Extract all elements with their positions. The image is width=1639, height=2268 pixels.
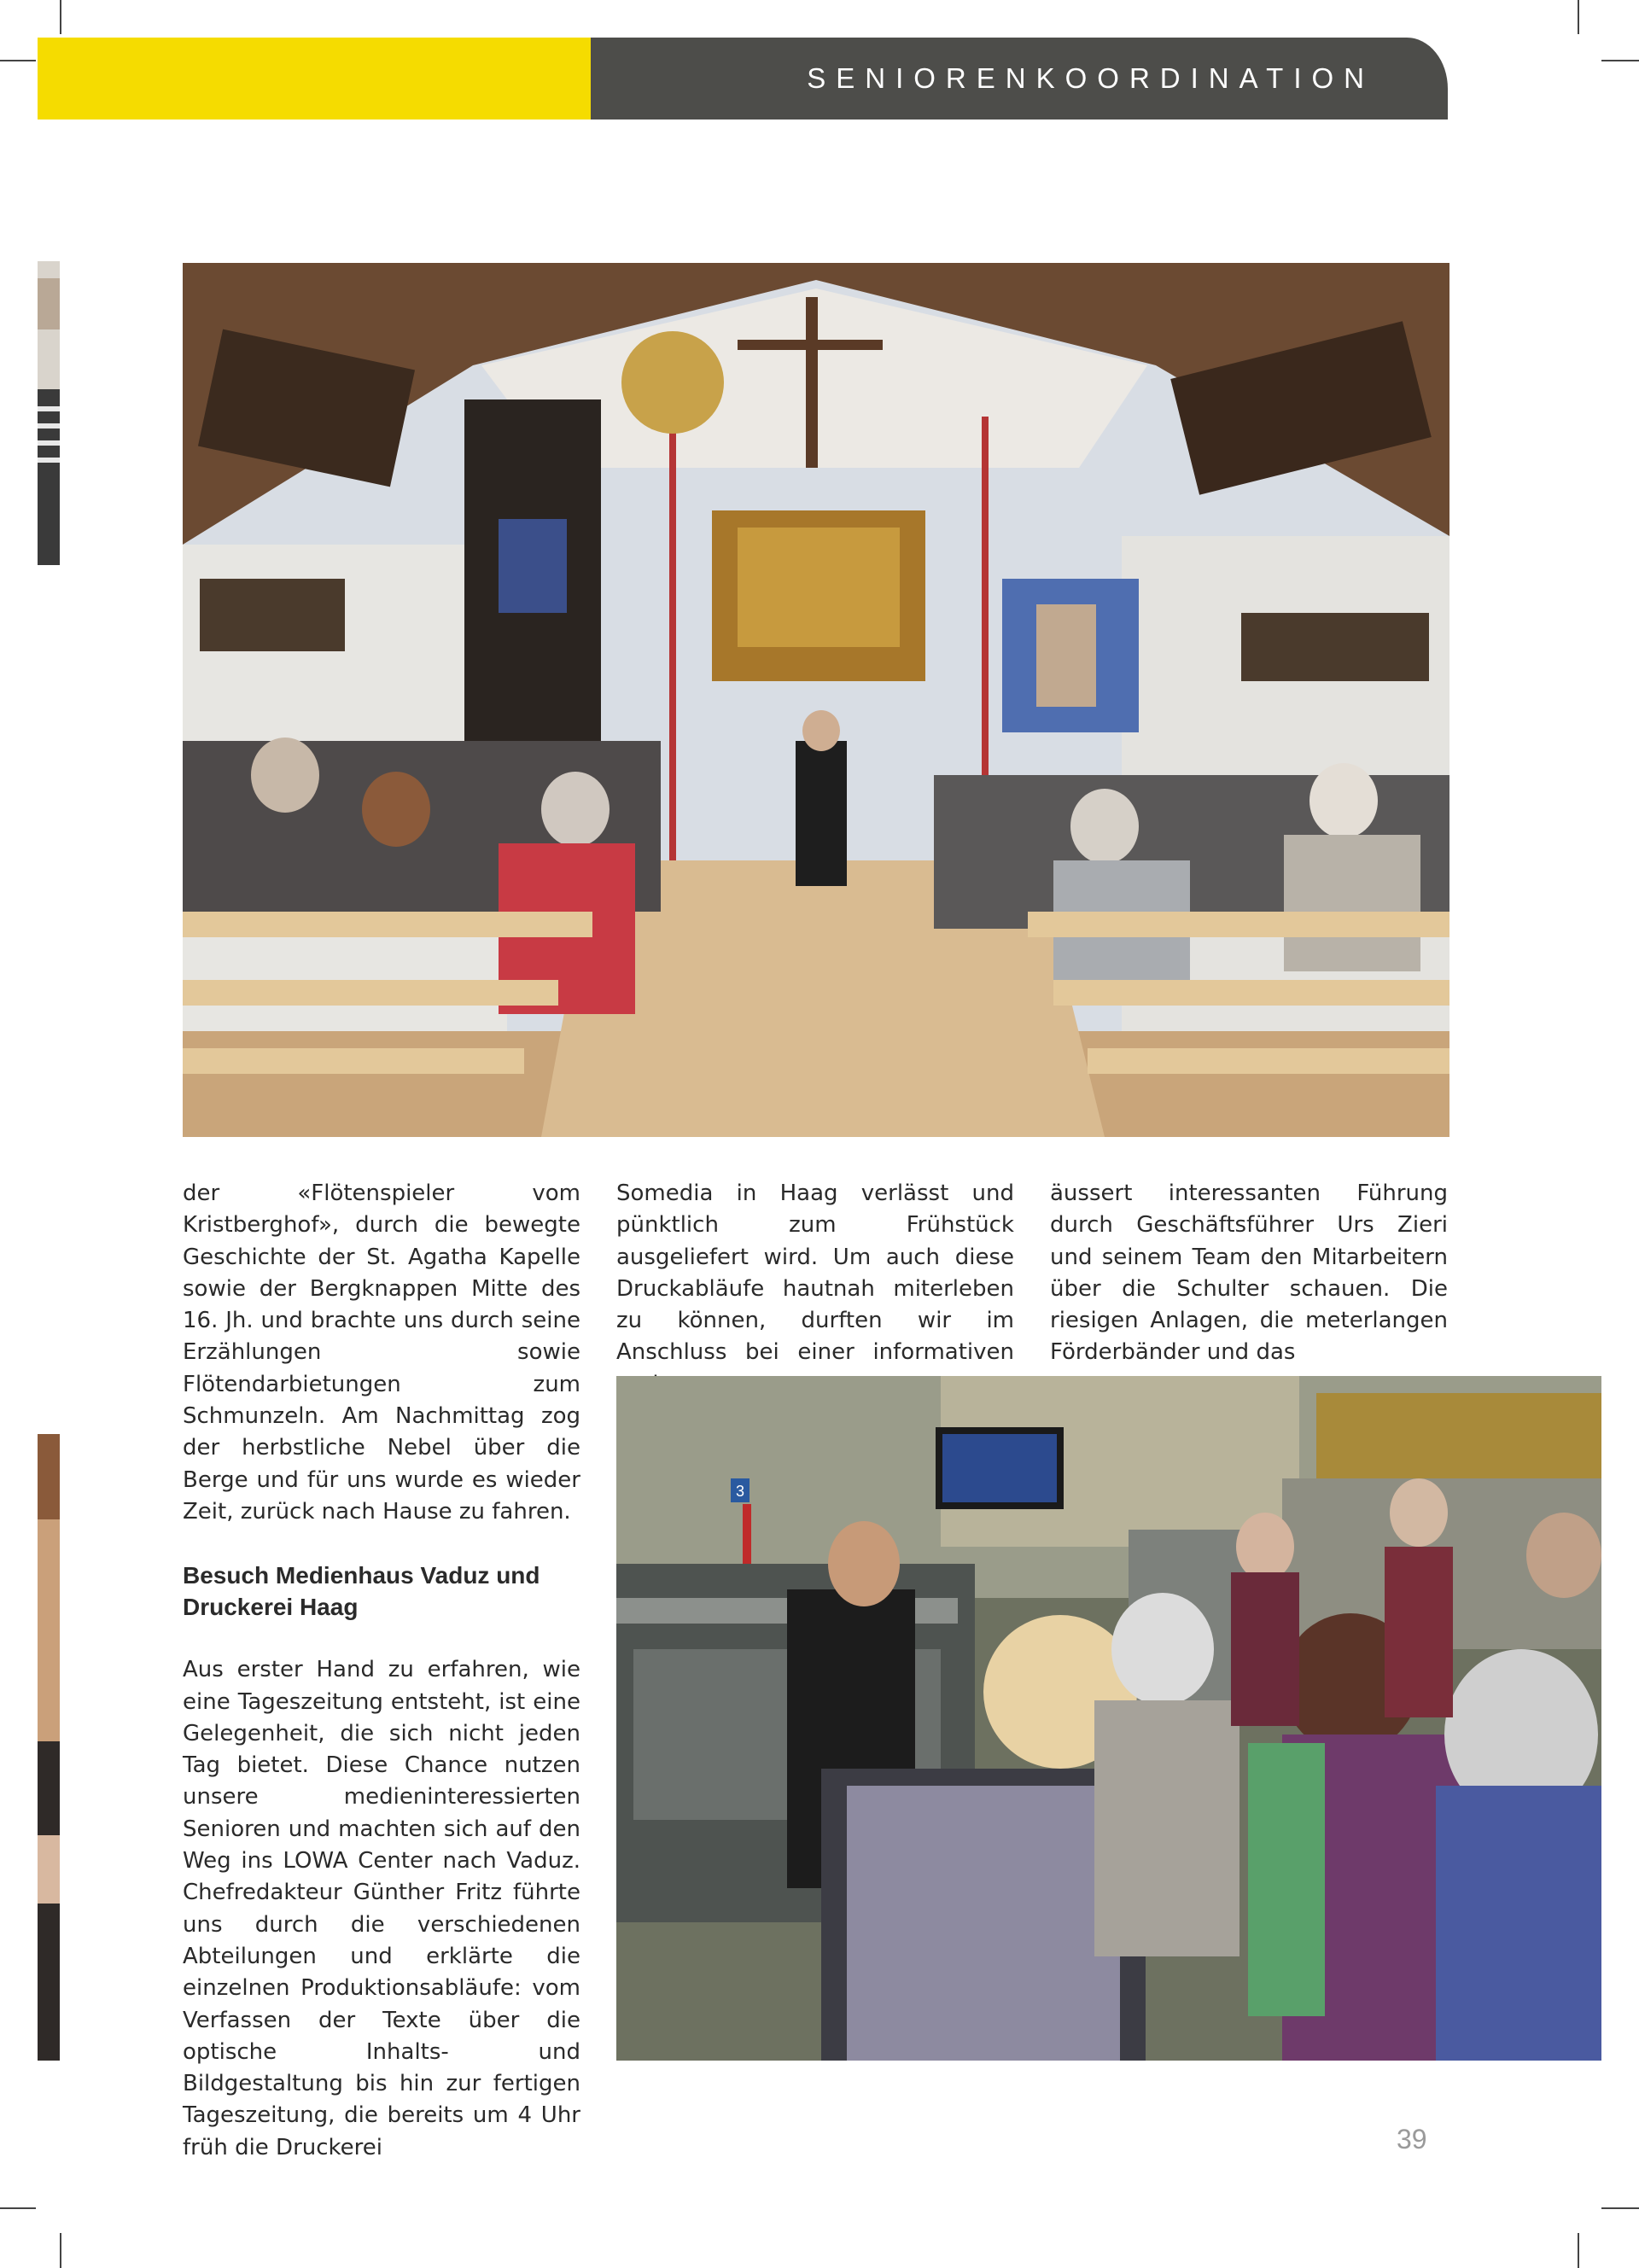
subheading-line: Druckerei Haag bbox=[183, 1594, 359, 1621]
article-subheading bbox=[183, 1560, 580, 1623]
header-bar bbox=[591, 38, 1448, 120]
crop-mark bbox=[0, 60, 36, 61]
article-column-3 bbox=[1050, 1178, 1448, 1369]
section-title: SENIORENKOORDINATION bbox=[807, 62, 1374, 94]
subheading-line: Besuch Medienhaus Vaduz und bbox=[183, 1562, 540, 1589]
crop-mark bbox=[60, 0, 61, 34]
adjacent-page-photo-sliver bbox=[38, 261, 60, 565]
article-paragraph: Somedia in Haag verlässt und pünktlich zum Frühstück ausgeliefert wird. Um auch diese Druckabläufe hautnah miterleben zu können, durften wir im Anschluss bei einer informativen bbox=[616, 1181, 1014, 1366]
article-paragraph: Aus erster Hand zu erfahren, wie eine Tageszeitung entsteht, ist eine Gelegenheit, die sich nicht jeden Tag bietet. Diese Chance nutzen unsere medieninteressierten Senioren und machten sich auf den Weg ins LOWA Center nach Vaduz. Chefredakteur Günther Fritz führte uns durch die verschiedenen Abteilungen und erklärte die einzelnen Produktionsabläufe: vom Verfassen der Texte über die optische Inhalts- und Bildgestaltung bis hin zur fertigen Tageszeitung, die bereits um 4 Uhr früh die Druckerei bbox=[183, 1657, 580, 2160]
page-number: 39 bbox=[1397, 2124, 1427, 2154]
article-paragraph: äussert interessanten Führung durch Geschäftsführer Urs Zieri und seinem Team den Mitarbeitern über die Schulter schauen. Die riesigen Anlagen, die meterlangen Förderbänder und das bbox=[1050, 1181, 1448, 1366]
crop-mark bbox=[1601, 60, 1639, 61]
article-paragraph: der «Flötenspieler vom Kristberghof», durch die bewegte Geschichte der St. Agatha Kapelle sowie der Bergknappen Mitte des 16. Jh. und brachte uns durch seine Erzählungen sowie Flötendarbietungen zum Schmunzeln. Am Nachmittag zog der herbstliche Nebel über die Berge und für uns wurde es wieder Zeit, zurück nach Hause zu fahren. bbox=[183, 1181, 580, 1525]
crop-mark bbox=[60, 2233, 61, 2268]
printing-plant-photo bbox=[616, 1376, 1601, 2061]
crop-mark bbox=[0, 2207, 36, 2209]
chapel-interior-photo bbox=[183, 263, 1449, 1137]
crop-mark bbox=[1578, 2233, 1579, 2268]
crop-mark bbox=[1578, 0, 1579, 34]
article-column-1 bbox=[183, 1178, 580, 2164]
crop-mark bbox=[1601, 2207, 1639, 2209]
machine-number-label: 3 bbox=[735, 1483, 745, 1500]
header-accent-bar bbox=[38, 38, 591, 120]
adjacent-page-photo-sliver bbox=[38, 1434, 60, 2061]
article-column-2 bbox=[616, 1178, 1014, 1401]
